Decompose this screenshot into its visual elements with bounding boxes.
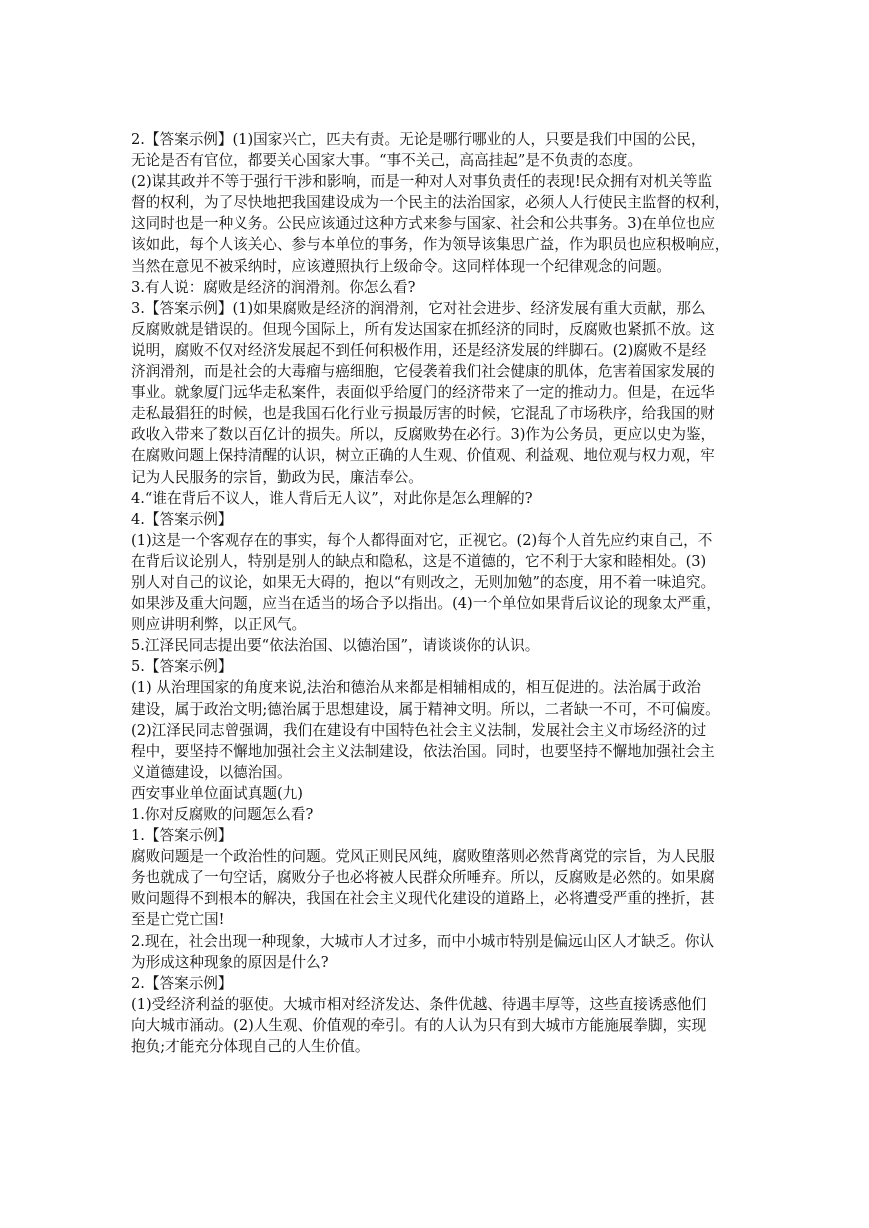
text-line: 该如此，每个人该关心、参与本单位的事务，作为领导该集思广益，作为职员也应积极响应， [131, 236, 730, 254]
text-line: 3.【答案示例】(1)如果腐败是经济的润滑剂，它对社会进步、经济发展有重大贡献，那么 [131, 299, 706, 317]
text-line: 务也就成了一句空话，腐败分子也必将被人民群众所唾弃。所以，反腐败是必然的。如果腐 [131, 869, 715, 887]
text-line: (2)江泽民同志曾强调，我们在建设有中国特色社会主义法制，发展社会主义市场经济的过 [131, 721, 707, 739]
text-line: (1) 从治理国家的角度来说,法治和德治从来都是相辅相成的，相互促进的。法治属于政治 [131, 679, 701, 697]
text-line: 如果涉及重大问题，应当在适当的场合予以指出。(4)一个单位如果背后议论的现象太严重， [131, 595, 721, 613]
text-line: 督的权利，为了尽快地把我国建设成为一个民主的法治国家，必须人人行使民主监督的权利， [131, 194, 730, 212]
text-line: 抱负;才能充分体现自己的人生价值。 [131, 1038, 370, 1056]
text-line: 政收入带来了数以百亿计的损失。所以，反腐败势在必行。3)作为公务员，更应以史为鉴， [131, 426, 716, 444]
question-line: 3.有人说：腐败是经济的润滑剂。你怎么看? [131, 278, 416, 296]
text-line: 腐败问题是一个政治性的问题。党风正则民风纯，腐败堕落则必然背离党的宗旨，为人民服 [131, 848, 715, 866]
text-line: 济润滑剂，而是社会的大毒瘤与癌细胞，它侵袭着我们社会健康的肌体，危害着国家发展的 [131, 363, 715, 381]
question-line: 1.你对反腐败的问题怎么看? [131, 806, 314, 823]
text-line: 则应讲明利弊，以正风气。 [131, 616, 307, 634]
answer-heading: 2.【答案示例】 [131, 974, 233, 992]
answer-heading: 1.【答案示例】 [131, 827, 233, 845]
text-line: 走私最猖狂的时候，也是我国石化行业亏损最厉害的时候，它混乱了市场秩序，给我国的财 [131, 405, 715, 423]
text-line: 败问题得不到根本的解决，我国在社会主义现代化建设的道路上，必将遭受严重的挫折，甚 [131, 890, 715, 908]
question-line: 5.江泽民同志提出要“依法治国、以德治国”，请谈谈你的认识。 [131, 637, 540, 655]
section-title: 西安事业单位面试真题(九) [131, 784, 303, 802]
text-line: 2.【答案示例】(1)国家兴亡，匹夫有责。无论是哪行哪业的人，只要是我们中国的公民， [131, 131, 706, 148]
text-line: 义道德建设，以德治国。 [131, 763, 292, 781]
text-line: 这同时也是一种义务。公民应该通过这种方式来参与国家、社会和公共事务。3)在单位也应 [131, 215, 716, 233]
text-line: 反腐败就是错误的。但现今国际上，所有发达国家在抓经济的同时，反腐败也紧抓不放。这 [131, 320, 715, 338]
text-line: 向大城市涌动。(2)人生观、价值观的牵引。有的人认为只有到大城市方能施展拳脚，实现 [131, 1016, 707, 1034]
text-line: 别人对自己的议论，如果无大碍的，抱以“有则改之，无则加勉”的态度，用不着一味追究。 [131, 573, 716, 591]
text-line: 程中，要坚持不懈地加强社会主义法制建设，依法治国。同时，也要坚持不懈地加强社会主 [131, 742, 715, 760]
text-line: 至是亡党亡国! [131, 911, 225, 929]
document-body [131, 129, 751, 1057]
text-line: (1)受经济利益的驱使。大城市相对经济发达、条件优越、待遇丰厚等，这些直接诱惑他们 [131, 995, 707, 1013]
text-line: 建设，属于政治文明;德治属于思想建设，属于精神文明。所以，二者缺一不可，不可偏废。 [131, 700, 720, 718]
text-line: 说明，腐败不仅对经济发展起不到任何积极作用，还是经济发展的绊脚石。(2)腐败不是经 [131, 341, 707, 359]
text-line: (2)谋其政并不等于强行干涉和影响，而是一种对人对事负责任的表现!民众拥有对机关等监 [131, 173, 713, 191]
answer-heading: 5.【答案示例】 [131, 658, 233, 676]
text-line: 记为人民服务的宗旨，勤政为民，廉洁奉公。 [131, 468, 423, 486]
question-line: 2.现在，社会出现一种现象，大城市人才过多，而中小城市特别是偏远山区人才缺乏。你认 [131, 932, 715, 950]
text-line: 当然在意见不被采纳时，应该遵照执行上级命令。这同样体现一个纪律观念的问题。 [131, 257, 671, 275]
text-line: 事业。就象厦门远华走私案件，表面似乎给厦门的经济带来了一定的推动力。但是，在远华 [131, 384, 715, 402]
answer-heading: 4.【答案示例】 [131, 510, 233, 528]
text-line: 在背后议论别人，特别是别人的缺点和隐私，这是不道德的，它不利于大家和睦相处。(3) [131, 552, 707, 570]
text-line: 无论是否有官位，都要关心国家大事。“事不关己，高高挂起”是不负责的态度。 [131, 152, 643, 170]
question-line: 为形成这种现象的原因是什么? [131, 953, 329, 971]
question-line: 4.“谁在背后不议人，谁人背后无人议”，对此你是怎么理解的? [131, 489, 533, 507]
text-line: 在腐败问题上保持清醒的认识，树立正确的人生观、价值观、利益观、地位观与权力观，牢 [131, 447, 715, 465]
text-line: (1)这是一个客观存在的事实，每个人都得面对它，正视它。(2)每个人首先应约束自己，不 [131, 531, 713, 549]
